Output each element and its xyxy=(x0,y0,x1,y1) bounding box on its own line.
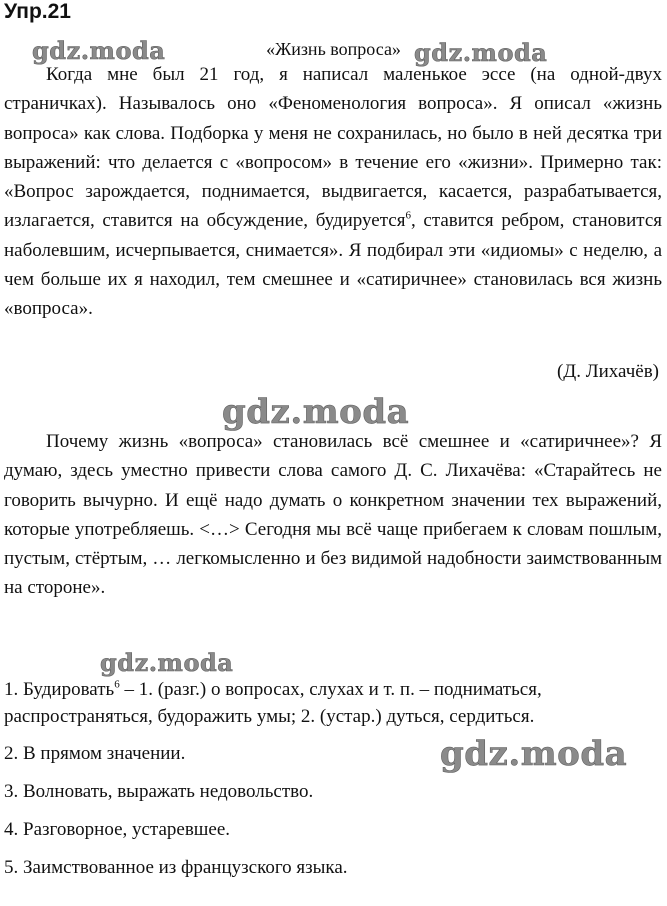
watermark: gdz.moda xyxy=(414,38,548,67)
footnote-mark: 6 xyxy=(405,210,411,223)
exercise-label: Упр.21 xyxy=(4,0,71,23)
text-title: «Жизнь вопроса» xyxy=(266,39,401,59)
watermark: gdz.moda xyxy=(440,734,628,774)
paragraph-1-tail: , ставится ребром, становится наболевшим, исчерпывается, снимается». Я подбирал эти «идиомы» с неделю, а чем больше их я находил, тем смешнее и «сатиричнее» становилась вся жизнь «вопроса». xyxy=(4,210,662,320)
footnote-term-mark: 6 xyxy=(114,678,120,691)
watermark: gdz.moda xyxy=(32,36,166,65)
footnote-definition: – 1. (разг.) о вопросах, слухах и т. п. – подниматься, распространяться, будоражить умы; 2. (устар.) дуться, сердиться. xyxy=(4,679,542,727)
watermark: gdz.moda xyxy=(222,392,410,432)
footnote-item: 5. Заимствованное из французского языка. xyxy=(4,857,348,878)
author-attribution: (Д. Лихачёв) xyxy=(556,361,659,382)
paragraph-1-text: Когда мне был 21 год, я написал маленькое эссе (на одной-двух страничках). Называлось оно «Феноменология вопроса». Я описал «жизнь вопроса» как слова. Подборка у меня не сохранилась, но было в ней десятка три выражений: что делается с «вопросом» в течение его «жизни». Примерно так: «Вопрос зарождается, поднимается, выдвигается, касается, разрабатывается, излагается, ставится на обсуждение, будируется xyxy=(4,64,662,232)
footnote-item: 3. Волновать, выражать недовольство. xyxy=(4,781,314,802)
footnotes-list xyxy=(4,676,662,892)
footnote-item xyxy=(4,676,662,730)
watermark: gdz.moda xyxy=(100,648,234,677)
paragraph-2: Почему жизнь «вопроса» становилась всё смешнее и «сатиричнее»? Я думаю, здесь уместно привести слова самого Д. С. Лихачёва: «Старайтесь не говорить вычурно. И ещё надо думать о конкретном значении тех выражений, которые употребляешь. <…> Сегодня мы всё чаще прибегаем к словам пошлым, пустым, стёртым, … легкомысленно и без видимой надобности заимствованным на стороне». xyxy=(4,431,662,599)
footnote-item: 4. Разговорное, устаревшее. xyxy=(4,819,231,840)
paragraph-1 xyxy=(4,60,662,324)
footnote-item: 2. В прямом значении. xyxy=(4,743,186,764)
footnote-term: 1. Будировать xyxy=(4,679,115,700)
